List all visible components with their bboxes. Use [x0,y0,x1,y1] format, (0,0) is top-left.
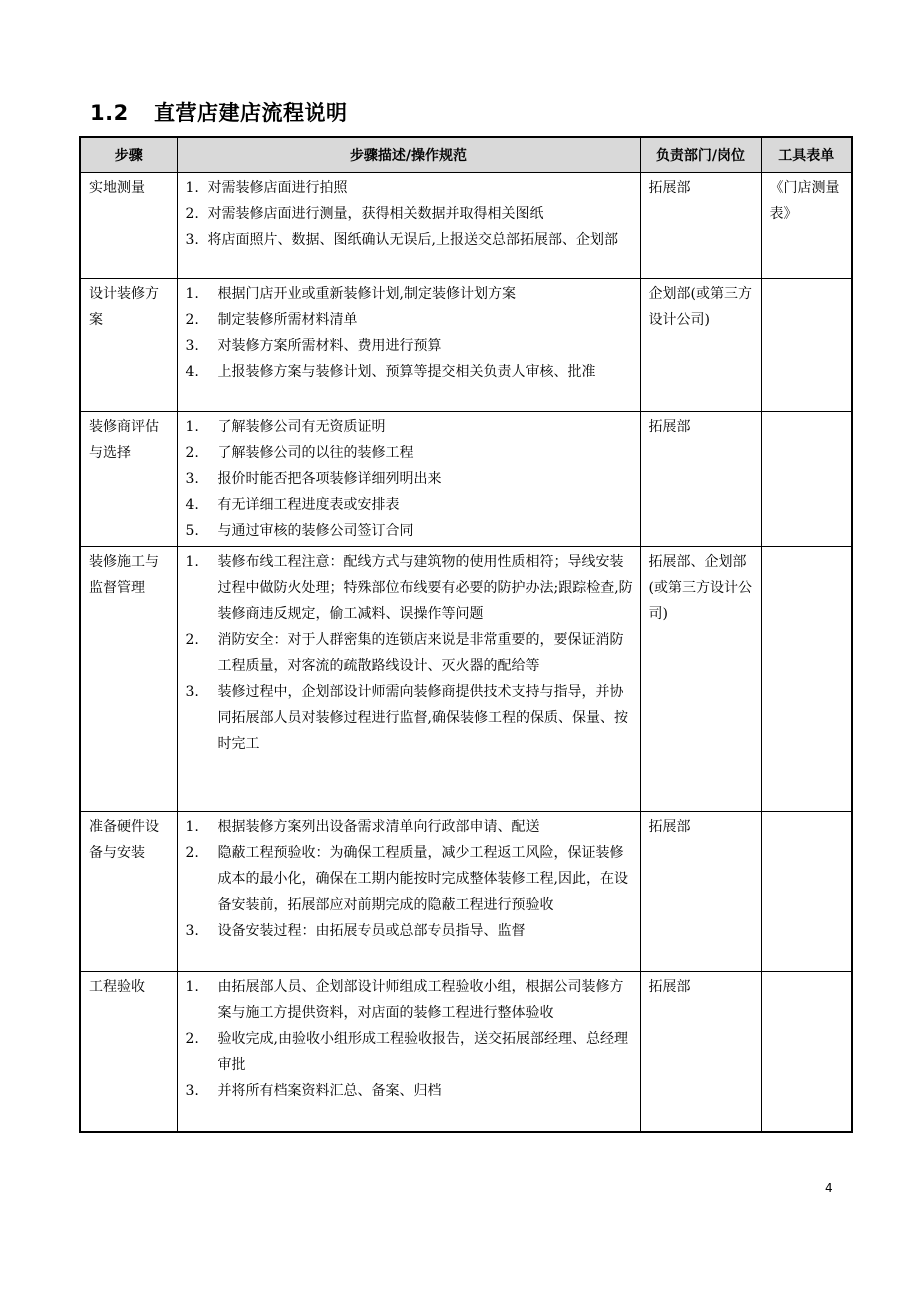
department-cell: 拓展部 [640,812,761,972]
item-text: 消防安全：对于人群密集的连锁店来说是非常重要的，要保证消防工程质量，对客流的疏散路线设计、灭火器的配给等 [217,632,624,674]
item-text: 由拓展部人员、企划部设计师组成工程验收小组，根据公司装修方案与施工方提供资料，对店面的装修工程进行整体验收 [217,979,624,1021]
item-number: 3. [185,684,199,700]
department-cell: 拓展部 [640,412,761,547]
list-item [186,307,634,333]
list-item [186,549,634,627]
description-cell [177,812,640,972]
item-number: 4. [185,497,199,513]
department-cell: 企划部(或第三方设计公司) [640,279,761,412]
header-step: 步骤 [80,137,177,173]
department-cell: 拓展部 [640,972,761,1132]
item-number: 4. [185,364,199,380]
item-text: 了解装修公司有无资质证明 [217,419,386,435]
item-number: 2. [185,312,199,328]
list-item [186,414,634,440]
department-cell: 拓展部、企划部(或第三方设计公司) [640,547,761,812]
list-item [186,840,634,918]
item-number: 1. [185,554,199,570]
list-item [186,627,634,679]
description-cell [177,412,640,547]
table-row [80,412,852,547]
list-item [186,333,634,359]
process-table [79,136,853,1133]
step-cell: 工程验收 [80,972,177,1132]
table-row [80,812,852,972]
step-cell: 装修商评估与选择 [80,412,177,547]
item-text: 对装修方案所需材料、费用进行预算 [217,338,442,354]
item-text: 对需装修店面进行拍照 [207,180,348,196]
section-title: 直营店建店流程说明 [154,101,348,125]
table-row [80,173,852,279]
item-text: 根据装修方案列出设备需求清单向行政部申请、配送 [217,819,540,835]
list-item [186,466,634,492]
item-number: 2. [185,206,199,222]
section-number: 1.2 [90,101,129,125]
header-tools: 工具表单 [761,137,852,173]
list-item [186,227,634,253]
description-cell [177,173,640,279]
item-number: 2. [185,1031,199,1047]
item-text: 有无详细工程进度表或安排表 [217,497,400,513]
department-cell: 拓展部 [640,173,761,279]
item-text: 上报装修方案与装修计划、预算等提交相关负责人审核、批准 [217,364,596,380]
item-number: 2. [185,632,199,648]
list-item [186,974,634,1026]
list-item [186,440,634,466]
item-text: 并将所有档案资料汇总、备案、归档 [217,1083,442,1099]
item-number: 5. [185,523,199,539]
step-cell: 装修施工与监督管理 [80,547,177,812]
item-number: 1. [185,979,199,995]
header-description: 步骤描述/操作规范 [177,137,640,173]
item-text: 制定装修所需材料清单 [217,312,358,328]
item-text: 验收完成,由验收小组形成工程验收报告，送交拓展部经理、总经理审批 [217,1031,628,1073]
list-item [186,518,634,544]
tool-cell [761,812,852,972]
section-heading [90,97,348,127]
item-text: 装修布线工程注意：配线方式与建筑物的使用性质相符；导线安装过程中做防火处理；特殊部位布线要有必要的防护办法;跟踪检查,防装修商违反规定，偷工减料、误操作等问题 [217,554,633,622]
item-text: 了解装修公司的以往的装修工程 [217,445,414,461]
list-item [186,175,634,201]
item-text: 报价时能否把各项装修详细列明出来 [217,471,442,487]
item-number: 2. [185,845,199,861]
tool-cell [761,972,852,1132]
tool-cell [761,412,852,547]
list-item [186,1026,634,1078]
list-item [186,814,634,840]
list-item [186,1078,634,1104]
description-cell [177,279,640,412]
list-item [186,359,634,385]
item-number: 2. [185,445,199,461]
tool-cell: 《门店测量表》 [761,173,852,279]
item-number: 3. [185,338,199,354]
list-item [186,918,634,944]
description-cell [177,972,640,1132]
header-row [80,137,852,173]
step-cell: 设计装修方案 [80,279,177,412]
item-number: 1. [185,180,199,196]
item-number: 3. [185,471,199,487]
step-cell: 准备硬件设备与安装 [80,812,177,972]
item-text: 根据门店开业或重新装修计划,制定装修计划方案 [217,286,516,302]
list-item [186,201,634,227]
item-number: 3. [185,923,199,939]
tool-cell [761,279,852,412]
header-department: 负责部门/岗位 [640,137,761,173]
page-number: 4 [825,1181,833,1195]
item-text: 设备安装过程：由拓展专员或总部专员指导、监督 [217,923,526,939]
list-item [186,281,634,307]
description-cell [177,547,640,812]
table-row [80,279,852,412]
item-number: 1. [185,419,199,435]
tool-cell [761,547,852,812]
item-text: 对需装修店面进行测量，获得相关数据并取得相关图纸 [207,206,544,222]
item-text: 将店面照片、数据、图纸确认无误后,上报送交总部拓展部、企划部 [207,232,618,248]
item-number: 1. [185,286,199,302]
item-text: 隐蔽工程预验收：为确保工程质量，减少工程返工风险，保证装修成本的最小化，确保在工期内能按时完成整体装修工程,因此，在设备安装前，拓展部应对前期完成的隐蔽工程进行预验收 [217,845,628,913]
item-number: 3. [185,1083,199,1099]
table-row [80,547,852,812]
item-number: 1. [185,819,199,835]
list-item [186,679,634,757]
item-text: 装修过程中，企划部设计师需向装修商提供技术支持与指导，并协同拓展部人员对装修过程进行监督,确保装修工程的保质、保量、按时完工 [217,684,628,752]
step-cell: 实地测量 [80,173,177,279]
item-text: 与通过审核的装修公司签订合同 [217,523,414,539]
item-number: 3. [185,232,199,248]
table-row [80,972,852,1132]
list-item [186,492,634,518]
